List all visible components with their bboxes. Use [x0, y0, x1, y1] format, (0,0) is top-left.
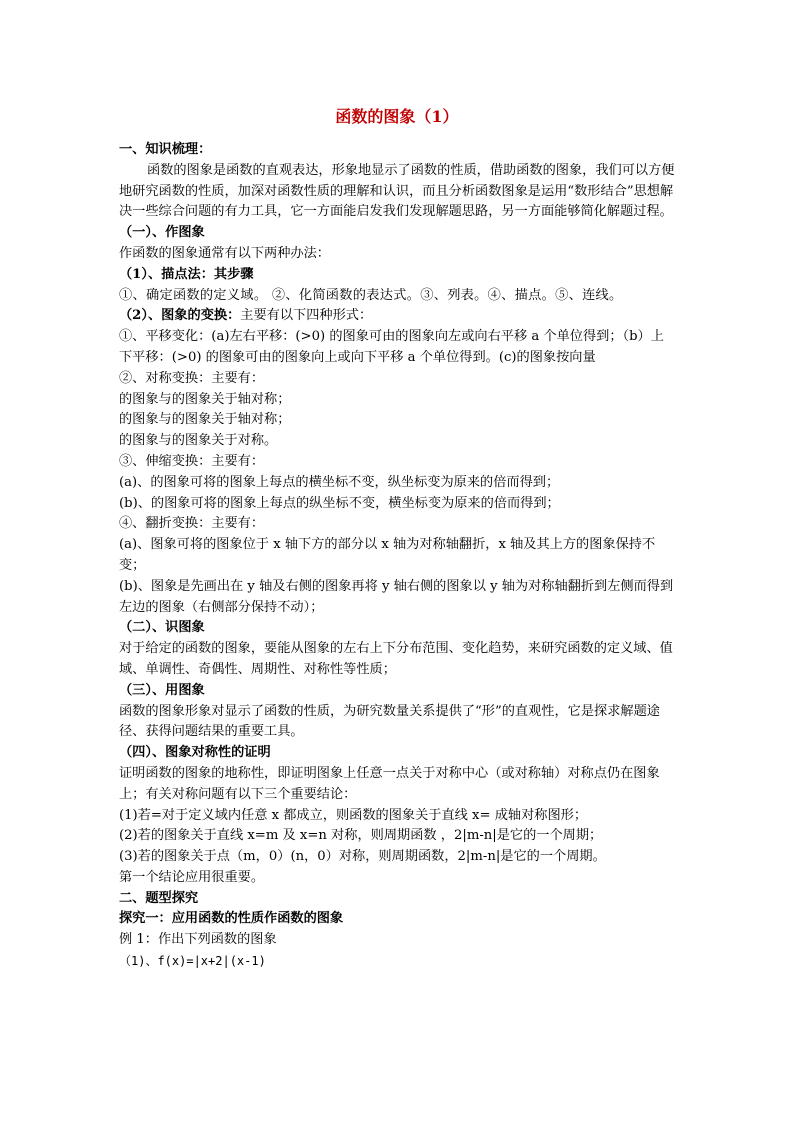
read-graph-text: 对于给定的函数的图象，要能从图象的左右上下分布范围、变化趋势，来研究函数的定义域、值域、单调性、奇偶性、周期性、对称性等性质； [119, 641, 673, 677]
symmetry-heading: ②、对称变换：主要有： [119, 370, 265, 386]
flip-item-b: (b)、图象是先画出在 y 轴及右侧的图象再将 y 轴右侧的图象以 y 轴为对称轴翻折到左侧而得到左边的图象（右侧部分保持不动）； [119, 578, 674, 615]
use-graph-text: 函数的图象形象对显示了函数的性质，为研究数量关系提供了“形”的直观性，它是探求解题途径、获得问题结果的重要工具。 [119, 703, 660, 740]
symmetry-proof-text: 证明函数的图象的地称性，即证明图象上任意一点关于对称中心（或对称轴）对称点仍在图象上；有关对称问题有以下三个重要结论： [119, 765, 660, 802]
conclusion-note: 第一个结论应用很重要。 [119, 869, 265, 885]
method-heading-transform: （2）、图象的变换： [119, 308, 241, 324]
conclusion-item: (3)若的图象关于点（m，0）(n，0）对称，则周期函数，2|m-n|是它的一个周期。 [119, 849, 606, 865]
subsection-heading-use: （三）、用图象 [119, 682, 205, 698]
symmetry-item: 的图象与的图象关于对称。 [119, 433, 278, 449]
flip-item-a: (a)、图象可将的图象位于 x 轴下方的部分以 x 轴为对称轴翻折，x 轴及其上方的图象保持不变； [119, 537, 656, 573]
document-body [119, 140, 676, 972]
intro-paragraph: 函数的图象是函数的直观表达，形象地显示了函数的性质，借助函数的图象，我们可以方便地研究函数的性质，加深对函数性质的理解和认识，而且分析函数图象是运用“数形结合”思想解决一些综合问题的有力工具，它一方面能启发我们发现解题思路，另一方面能够简化解题过程。 [119, 162, 675, 220]
subsection-heading-read: （二）、识图象 [119, 620, 205, 636]
section-heading-problems: 二、题型探究 [119, 890, 199, 906]
symmetry-item: 的图象与的图象关于轴对称； [119, 412, 291, 428]
method-transform-line [119, 306, 676, 327]
scale-heading: ③、伸缩变换：主要有： [119, 453, 265, 469]
draw-methods-text: 作函数的图象通常有以下两种办法： [119, 245, 330, 261]
translate-transform-text: ①、平移变化：(a)左右平移：(>0) 的图象可由的图象向左或向右平移 a 个单位得到；（b）上下平移：(>0) 的图象可由的图象向上或向下平移 a 个单位得到。(c)的图象按向量 [119, 329, 664, 365]
page-title: 函数的图象（1） [335, 107, 459, 126]
example-part: （1)、f(x)=|x+2|(x-1) [119, 954, 266, 969]
symmetry-item: 的图象与的图象关于轴对称； [119, 391, 291, 407]
method-heading-points: （1）、描点法：其步骤 [119, 266, 254, 282]
flip-heading: ④、翻折变换：主要有： [119, 516, 265, 532]
scale-item-b: (b)、的图象可将的图象上每点的纵坐标不变，横坐标变为原来的倍而得到； [119, 495, 560, 511]
method-transform-text: 主要有以下四种形式： [240, 308, 373, 324]
conclusion-item: (2)若的图象关于直线 x=m 及 x=n 对称，则周期函数 ，2|m-n|是它的一个周期； [119, 828, 603, 844]
scale-item-a: (a)、的图象可将的图象上每点的横坐标不变，纵坐标变为原来的倍而得到； [119, 474, 560, 490]
subsection-heading-symmetry-proof: （四）、图象对称性的证明 [119, 745, 271, 761]
section-heading-knowledge: 一、知识梳理： [119, 142, 212, 157]
example-prompt: 例 1：作出下列函数的图象 [119, 932, 277, 948]
subsection-heading-draw: （一）、作图象 [119, 225, 205, 241]
explore-heading: 探究一：应用函数的性质作函数的图象 [119, 911, 344, 927]
method-steps-points: ①、确定函数的定义域。 ②、化简函数的表达式。③、列表。④、描点。⑤、连线。 [119, 287, 623, 303]
conclusion-item: (1)若=对于定义域内任意 x 都成立，则函数的图象关于直线 x= 成轴对称图形； [119, 807, 588, 823]
